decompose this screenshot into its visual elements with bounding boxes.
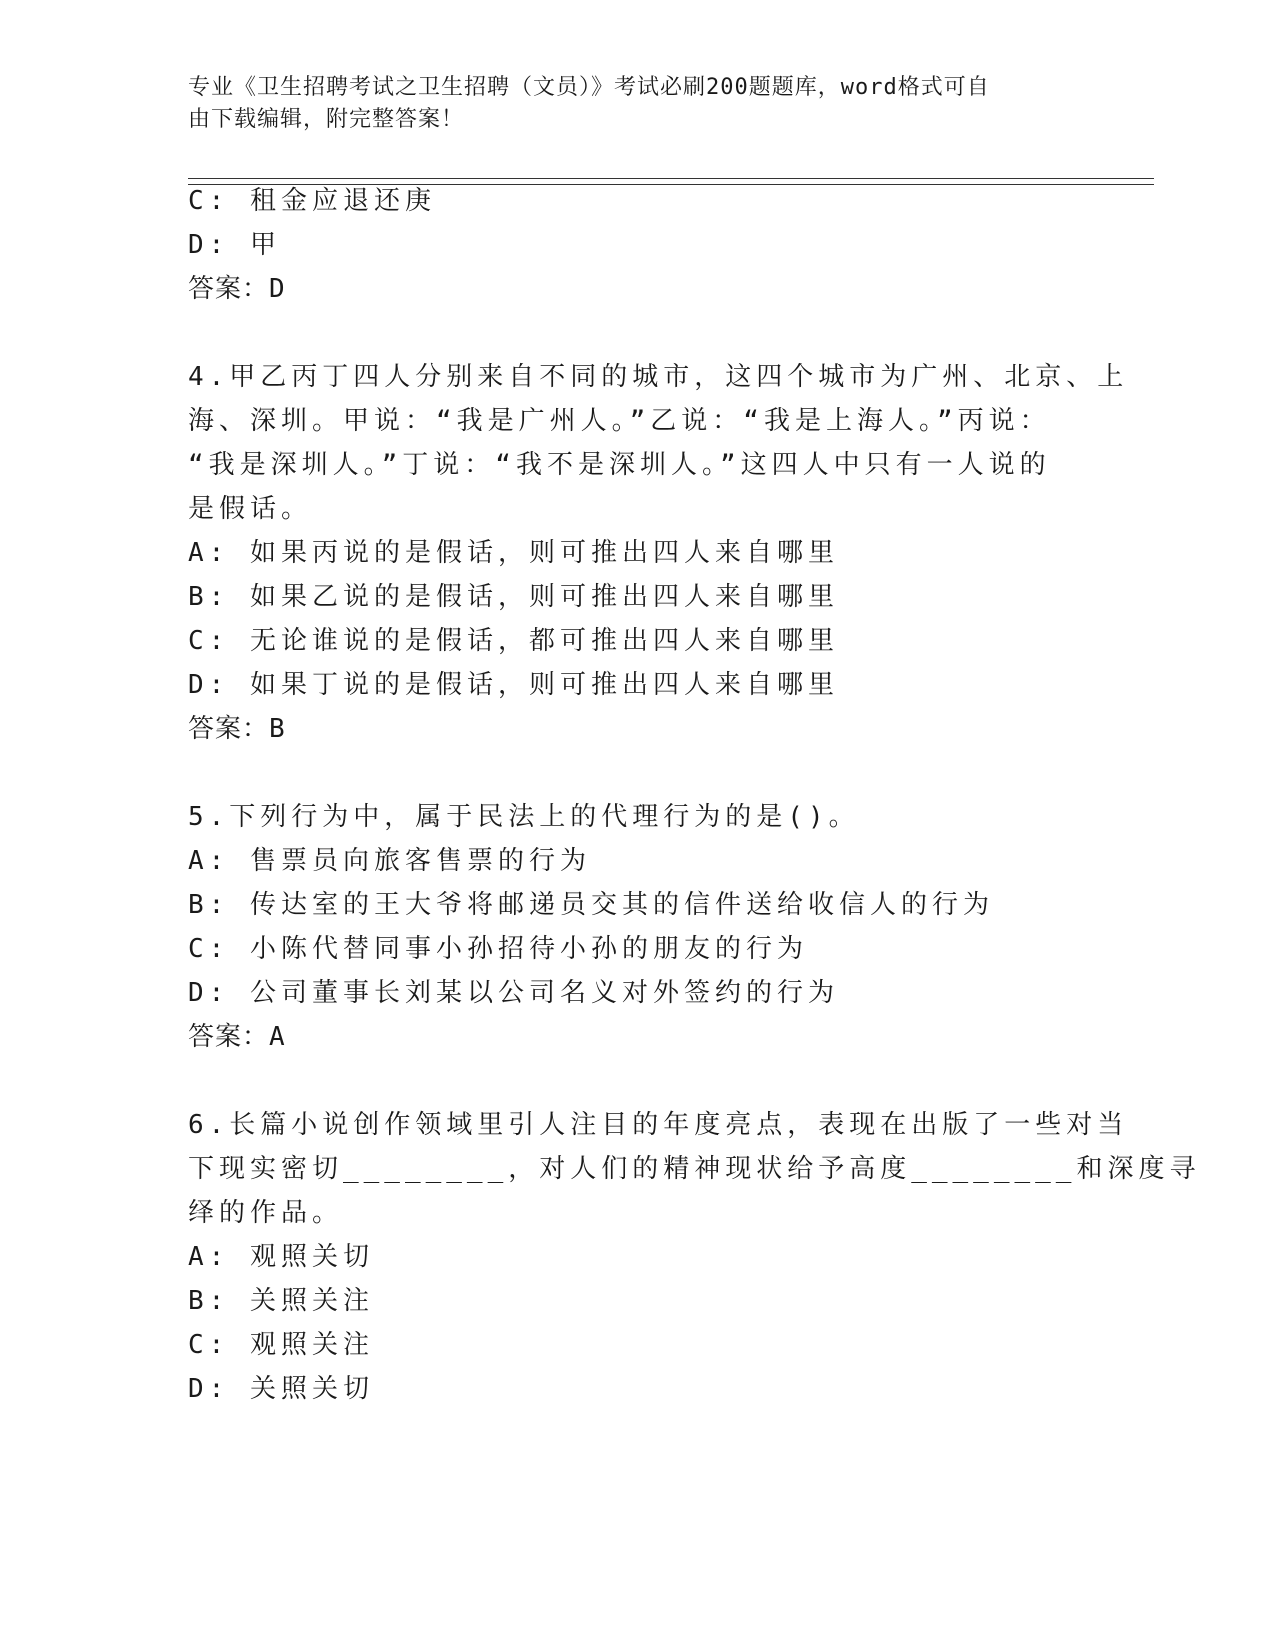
q6-stem-line-2: 下现实密切________，对人们的精神现状给予高度________和深度寻	[188, 1154, 1201, 1184]
document-header	[188, 72, 1068, 136]
q4-answer: 答案：B	[188, 714, 286, 744]
q4-stem-line-1: 4.甲乙丙丁四人分别来自不同的城市，这四个城市为广州、北京、上	[188, 362, 1129, 392]
q5-option-c: C: 小陈代替同事小孙招待小孙的朋友的行为	[188, 934, 808, 964]
q6-option-b: B: 关照关注	[188, 1286, 374, 1316]
q5-option-d: D: 公司董事长刘某以公司名义对外签约的行为	[188, 978, 839, 1008]
q6-stem-line-1: 6.长篇小说创作领域里引人注目的年度亮点，表现在出版了一些对当	[188, 1110, 1129, 1140]
q6-stem-line-3: 绎的作品。	[188, 1198, 344, 1228]
q3-answer: 答案：D	[188, 274, 286, 304]
q4-stem-line-3: “我是深圳人。”丁说：“我不是深圳人。”这四人中只有一人说的	[188, 450, 1051, 480]
q6-option-a: A: 观照关切	[188, 1242, 374, 1272]
q4-option-c: C: 无论谁说的是假话，都可推出四人来自哪里	[188, 626, 839, 656]
q5-answer: 答案：A	[188, 1022, 286, 1052]
q6-option-d: D: 关照关切	[188, 1374, 374, 1404]
q5-stem: 5.下列行为中，属于民法上的代理行为的是()。	[188, 802, 860, 832]
q4-stem-line-4: 是假话。	[188, 494, 313, 524]
header-line-1: 专业《卫生招聘考试之卫生招聘（文员）》考试必刷200题题库，word格式可自	[188, 75, 990, 100]
q5-option-b: B: 传达室的王大爷将邮递员交其的信件送给收信人的行为	[188, 890, 994, 920]
q4-option-d: D: 如果丁说的是假话，则可推出四人来自哪里	[188, 670, 839, 700]
q3-option-c: C: 租金应退还庚	[188, 186, 436, 216]
q4-stem-line-2: 海、深圳。甲说：“我是广州人。”乙说：“我是上海人。”丙说：	[188, 406, 1051, 436]
q3-option-d: D: 甲	[188, 230, 281, 260]
header-divider	[188, 178, 1154, 185]
q5-option-a: A: 售票员向旅客售票的行为	[188, 846, 591, 876]
q4-option-a: A: 如果丙说的是假话，则可推出四人来自哪里	[188, 538, 839, 568]
q4-option-b: B: 如果乙说的是假话，则可推出四人来自哪里	[188, 582, 839, 612]
header-line-2: 由下载编辑，附完整答案！	[188, 107, 465, 132]
q6-option-c: C: 观照关注	[188, 1330, 374, 1360]
